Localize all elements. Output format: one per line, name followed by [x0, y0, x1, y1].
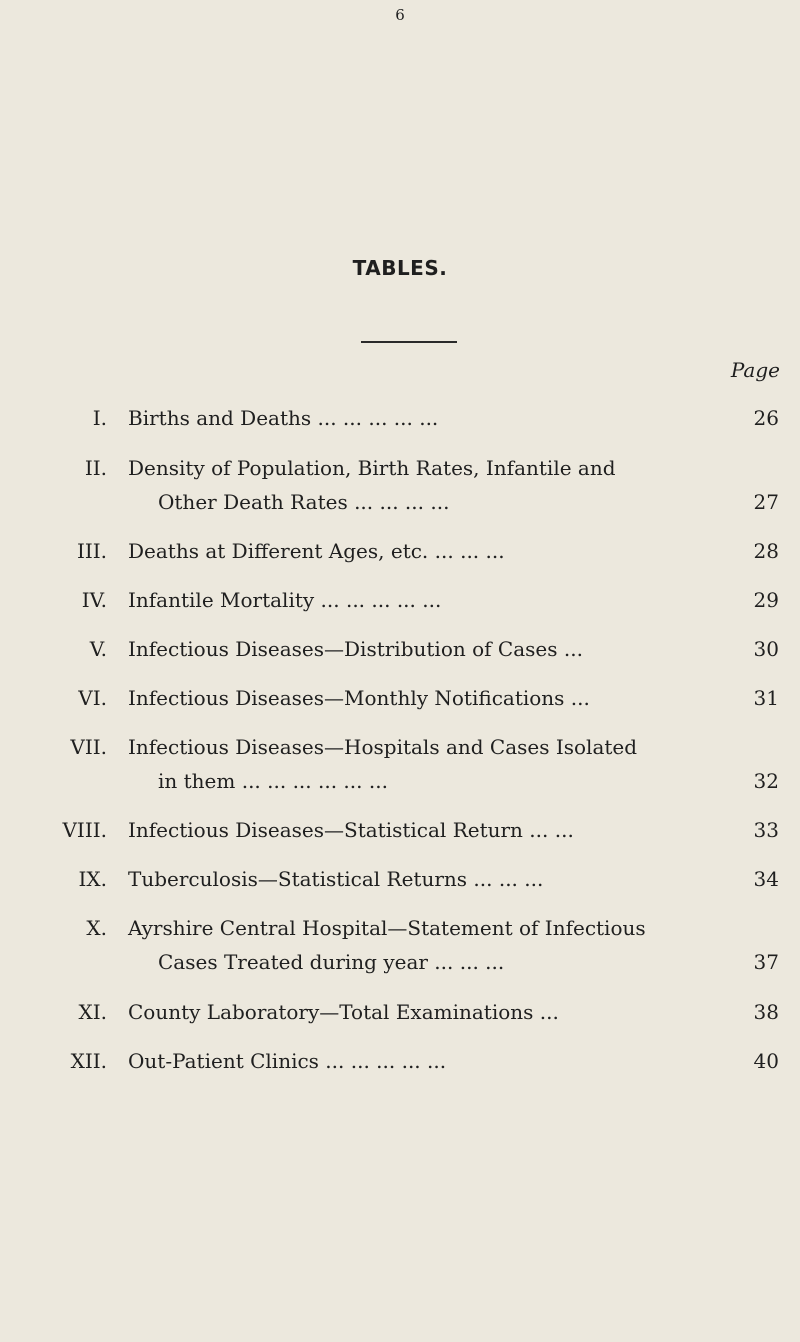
toc-title: [128, 451, 688, 519]
toc-title: [128, 632, 688, 666]
toc-page-number: 40: [753, 1049, 779, 1073]
toc-title-line: Deaths at Different Ages, etc. ... ... ...: [128, 539, 505, 563]
toc-title-line: Ayrshire Central Hospital—Statement of Infectious: [128, 916, 646, 940]
toc-title-line: Infantile Mortality ... ... ... ... ...: [128, 588, 442, 612]
toc-title: [128, 534, 688, 568]
toc-numeral: VIII.: [62, 818, 107, 842]
toc-page-number: 31: [753, 686, 779, 710]
toc-entry: [0, 681, 800, 715]
toc-numeral: V.: [89, 637, 107, 661]
title-rule: [361, 341, 457, 343]
toc-title: [128, 681, 688, 715]
toc-entry: [0, 451, 800, 519]
toc-title: [128, 730, 688, 798]
toc-title-line: Infectious Diseases—Monthly Notifications ...: [128, 686, 590, 710]
toc-title-line: Tuberculosis—Statistical Returns ... ... ...: [128, 867, 544, 891]
toc-title-continuation: Other Death Rates ... ... ... ...: [158, 490, 450, 514]
toc-numeral: III.: [76, 539, 107, 563]
toc-title: [128, 813, 688, 847]
toc-page-number: 38: [753, 1000, 779, 1024]
toc-title: [128, 995, 688, 1029]
toc-entry: [0, 813, 800, 847]
toc-title: [128, 862, 688, 896]
toc-title: [128, 911, 688, 979]
toc-title-line: Infectious Diseases—Statistical Return ... ...: [128, 818, 574, 842]
toc-title: [128, 401, 688, 435]
toc-entry: [0, 995, 800, 1029]
toc-title-line: Births and Deaths ... ... ... ... ...: [128, 406, 439, 430]
toc-numeral: VII.: [70, 735, 107, 759]
toc-entry: [0, 534, 800, 568]
toc-numeral: IV.: [81, 588, 107, 612]
toc-entry: [0, 862, 800, 896]
toc-title-continuation: Cases Treated during year ... ... ...: [158, 950, 505, 974]
toc-title-line: County Laboratory—Total Examinations ...: [128, 1000, 559, 1024]
toc-entry: [0, 1044, 800, 1078]
toc-page-number: 37: [753, 950, 779, 974]
toc-numeral: VI.: [78, 686, 107, 710]
page-number: 6: [395, 6, 405, 24]
toc-entry: [0, 730, 800, 798]
toc-title-line: Out-Patient Clinics ... ... ... ... ...: [128, 1049, 447, 1073]
toc-title-line: Infectious Diseases—Hospitals and Cases Isolated: [128, 735, 638, 759]
toc-page-number: 34: [753, 867, 779, 891]
toc-title: [128, 1044, 688, 1078]
toc-numeral: II.: [84, 456, 107, 480]
toc-numeral: XII.: [70, 1049, 107, 1073]
toc-title-line: Density of Population, Birth Rates, Infantile and: [128, 456, 616, 480]
table-of-contents: [0, 386, 800, 1078]
toc-entry: [0, 401, 800, 435]
toc-numeral: XI.: [78, 1000, 107, 1024]
toc-page-number: 29: [753, 588, 779, 612]
page-column-label: Page: [730, 358, 780, 382]
toc-page-number: 27: [753, 490, 779, 514]
page-title: TABLES.: [352, 256, 448, 280]
toc-title-line: Infectious Diseases—Distribution of Cases ...: [128, 637, 583, 661]
toc-page-number: 30: [753, 637, 779, 661]
toc-page-number: 28: [753, 539, 779, 563]
toc-numeral: X.: [86, 916, 107, 940]
toc-numeral: I.: [92, 406, 107, 430]
toc-title: [128, 583, 688, 617]
toc-title-continuation: in them ... ... ... ... ... ...: [158, 769, 388, 793]
toc-numeral: IX.: [78, 867, 107, 891]
toc-page-number: 32: [753, 769, 779, 793]
toc-entry: [0, 632, 800, 666]
toc-entry: [0, 583, 800, 617]
toc-page-number: 33: [753, 818, 779, 842]
toc-entry: [0, 911, 800, 979]
toc-page-number: 26: [753, 406, 779, 430]
